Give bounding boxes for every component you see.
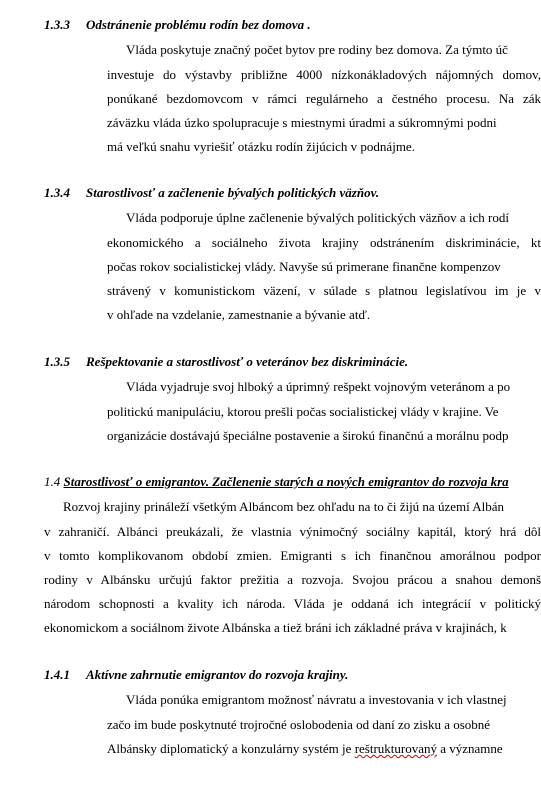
paragraph-line: organizácie dostávajú špeciálne postavenie a širokú finančnú a morálnu podp bbox=[107, 428, 509, 443]
section-heading-1-3-5 bbox=[44, 354, 408, 370]
section-title: Starostlivosť o emigrantov. Začlenenie starých a nových emigrantov do rozvoja kra bbox=[63, 474, 509, 489]
paragraph-line: Albánsky diplomatický a konzulárny systém je reštrukturovaný a významne bbox=[107, 741, 503, 756]
section-title: Aktívne zahrnutie emigrantov do rozvoja krajiny. bbox=[86, 667, 349, 682]
paragraph-line: Vláda podporuje úplne začlenenie bývalých politických väzňov a ich rodí bbox=[126, 210, 509, 225]
section-title: Starostlivosť a začlenenie bývalých politických väzňov. bbox=[86, 185, 380, 200]
paragraph-line: Vláda ponúka emigrantom možnosť návratu a investovania v ich vlastnej bbox=[126, 692, 507, 707]
paragraph-line: v ohľade na vzdelanie, zamestnanie a bývanie atď. bbox=[107, 307, 371, 322]
paragraph-line: ekonomického a sociálneho života krajiny odstránením diskriminácie, kt bbox=[107, 235, 541, 250]
paragraph-line: počas rokov socialistickej vlády. Navyše sú primerane finančne kompenzov bbox=[107, 259, 501, 274]
paragraph-line: ekonomickom a sociálnom živote Albánska a tiež bráni ich základné práva v krajinách, k bbox=[44, 620, 507, 635]
paragraph-line: ponúkané bezdomovcom v rámci regulárneho a čestného procesu. Na zák bbox=[107, 91, 541, 106]
paragraph-line: má veľkú snahu vyriešiť otázku rodín žijúcich v podnájme. bbox=[107, 139, 415, 154]
paragraph-line: rodiny v Albánsku určujú faktor prežitia a rozvoja. Svojou prácou a snahou demonš bbox=[44, 572, 541, 587]
paragraph-line: začo im bude poskytnuté trojročné oslobodenia od daní zo zisku a osobné bbox=[107, 717, 491, 732]
paragraph-line: Rozvoj krajiny prináleží všetkým Albáncom bez ohľadu na to či žijú na území Albán bbox=[63, 499, 505, 514]
section-heading-1-4-1 bbox=[44, 667, 348, 683]
paragraph-line: v tomto komplikovanom období zmien. Emigranti s ich finančnou amorálnou podpor bbox=[44, 548, 541, 563]
paragraph-line: národom schopnosti a kvality ich národa. Vláda je oddaná ich integrácií v politický bbox=[44, 596, 541, 611]
section-heading-1-3-3 bbox=[44, 17, 311, 33]
section-title: Rešpektovanie a starostlivosť o veteránov bez diskriminácie. bbox=[86, 354, 409, 369]
misspelled-word[interactable]: reštrukturovaný bbox=[354, 741, 437, 756]
section-number: 1.3.3 bbox=[44, 17, 70, 32]
section-number: 1.4 bbox=[44, 474, 61, 489]
section-number: 1.4.1 bbox=[44, 667, 70, 682]
paragraph-line: politickú manipuláciu, ktorou prešli počas socialistickej vlády v krajine. Ve bbox=[107, 404, 499, 419]
section-number: 1.3.5 bbox=[44, 354, 70, 369]
paragraph-line: Vláda poskytuje značný počet bytov pre rodiny bez domova. Za týmto úč bbox=[126, 42, 508, 57]
paragraph-line: v zahraničí. Albánci preukázali, že vlastnia výnimočný sociálny kapitál, ktorý hrá dôl bbox=[44, 524, 541, 539]
paragraph-line: záväzku vláda úzko spolupracuje s miestnymi úradmi a súkromnými podni bbox=[107, 115, 497, 130]
paragraph-line: Vláda vyjadruje svoj hlboký a úprimný rešpekt vojnovým veteránom a po bbox=[126, 379, 511, 394]
paragraph-line: investuje do výstavby približne 4000 nízkonákladových nájomných domov, bbox=[107, 67, 541, 82]
section-heading-1-3-4 bbox=[44, 185, 379, 201]
section-heading-1-4 bbox=[44, 474, 509, 490]
paragraph-line: strávený v komunistickom väzení, v súlade s platnou legislatívou im je v bbox=[107, 283, 541, 298]
section-number: 1.3.4 bbox=[44, 185, 70, 200]
section-title: Odstránenie problému rodín bez domova . bbox=[86, 17, 311, 32]
